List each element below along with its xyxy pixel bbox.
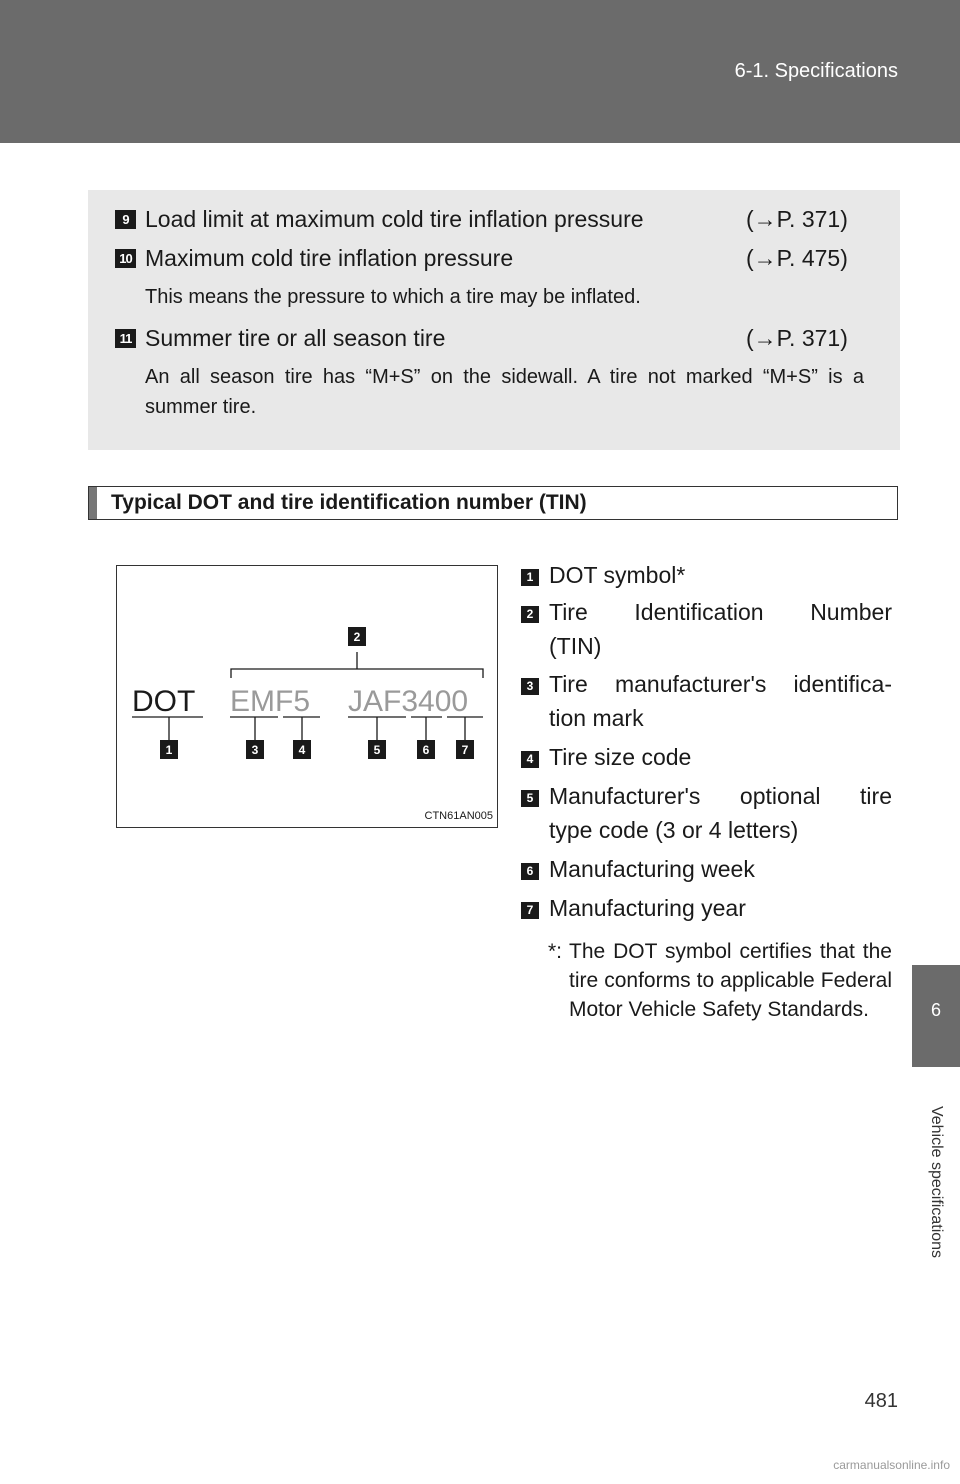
section-heading xyxy=(88,486,898,520)
list-item-manufacturer-mark xyxy=(521,667,892,735)
info-item-load-limit xyxy=(88,204,900,234)
badge-6: 6 xyxy=(521,863,539,880)
emf-text: EMF5 xyxy=(230,685,311,718)
callout-6 xyxy=(417,740,435,759)
footer-watermark: carmanualsonline.info xyxy=(833,1458,950,1472)
footnote-mark: *: xyxy=(548,940,563,963)
page-number: 481 xyxy=(864,1390,898,1412)
list-item-text-cont: type code (3 or 4 letters) xyxy=(549,817,799,843)
section-heading-bar xyxy=(89,487,97,519)
figure-code: CTN61AN005 xyxy=(424,810,493,822)
svg-text:1: 1 xyxy=(165,743,173,757)
section-heading-text: Typical DOT and tire identification number (TIN) xyxy=(111,491,587,514)
list-item-text-cont: tion mark xyxy=(549,705,644,731)
svg-text:4: 4 xyxy=(298,743,306,757)
svg-text:3: 3 xyxy=(251,743,259,757)
list-item-text-cont: (TIN) xyxy=(549,633,602,659)
list-item-optional-code xyxy=(521,779,892,847)
callout-4 xyxy=(293,740,311,759)
page-reference-link[interactable]: (→P. 475) xyxy=(746,245,848,271)
badge-5: 5 xyxy=(521,790,539,807)
badge-1: 1 xyxy=(521,569,539,586)
list-item-text: DOT symbol* xyxy=(549,562,686,588)
list-item-dot-symbol xyxy=(521,558,892,592)
badge-9: 9 xyxy=(115,210,136,229)
callout-7 xyxy=(456,740,474,759)
list-item-text: Tire manufacturer's identifica- xyxy=(549,671,892,697)
footnote xyxy=(548,937,892,1024)
list-item-text: Manufacturing week xyxy=(549,856,755,882)
page-reference-link[interactable]: (→P. 371) xyxy=(746,325,848,351)
svg-text:2: 2 xyxy=(353,630,361,644)
chapter-tab[interactable] xyxy=(912,965,960,1067)
callout-1 xyxy=(160,740,178,759)
list-item-text: Manufacturing year xyxy=(549,895,746,921)
list-item-tin xyxy=(521,595,892,663)
info-note: This means the pressure to which a tire may be inflated. xyxy=(145,286,641,308)
badge-11: 11 xyxy=(115,329,136,348)
page-reference-link[interactable]: (→P. 371) xyxy=(746,206,848,232)
badge-4: 4 xyxy=(521,751,539,768)
svg-text:5: 5 xyxy=(373,743,381,757)
list-item-text: Tire Identification Number xyxy=(549,599,892,625)
chapter-number: 6 xyxy=(930,1000,941,1020)
info-item-summer-tire xyxy=(88,323,900,353)
page-header xyxy=(0,0,960,143)
chapter-label: Vehicle specifications xyxy=(928,1105,945,1259)
list-item-text: Tire size code xyxy=(549,744,692,770)
info-item-text: Load limit at maximum cold tire inflation pressure xyxy=(145,206,644,232)
callout-2 xyxy=(348,627,366,646)
footnote-text: The DOT symbol certifies that the tire conforms to applicable Federal Motor Vehicle Safety Standards. xyxy=(569,940,892,1021)
dot-text: DOT xyxy=(132,685,196,718)
badge-10: 10 xyxy=(115,249,136,268)
header-title: 6-1. Specifications xyxy=(734,60,898,82)
badge-3: 3 xyxy=(521,678,539,695)
badge-7: 7 xyxy=(521,902,539,919)
info-item-text: Summer tire or all season tire xyxy=(145,325,446,351)
svg-text:6: 6 xyxy=(422,743,430,757)
callout-5 xyxy=(368,740,386,759)
info-note: An all season tire has “M+S” on the sidewall. A tire not marked “M+S” is a summer tire. xyxy=(145,366,864,418)
list-item-manufacturing-week xyxy=(521,852,892,886)
info-box xyxy=(88,190,900,450)
tin-figure xyxy=(116,565,498,828)
svg-text:7: 7 xyxy=(461,743,469,757)
list-item-manufacturing-year xyxy=(521,891,892,925)
list-item-text: Manufacturer's optional tire xyxy=(549,783,892,809)
jaf-text: JAF3400 xyxy=(348,685,469,718)
tin-bracket xyxy=(231,669,483,678)
info-item-max-pressure xyxy=(88,243,900,273)
list-item-size-code xyxy=(521,740,892,774)
tin-diagram xyxy=(117,566,497,827)
info-item-text: Maximum cold tire inflation pressure xyxy=(145,245,514,271)
callout-3 xyxy=(246,740,264,759)
badge-2: 2 xyxy=(521,606,539,623)
